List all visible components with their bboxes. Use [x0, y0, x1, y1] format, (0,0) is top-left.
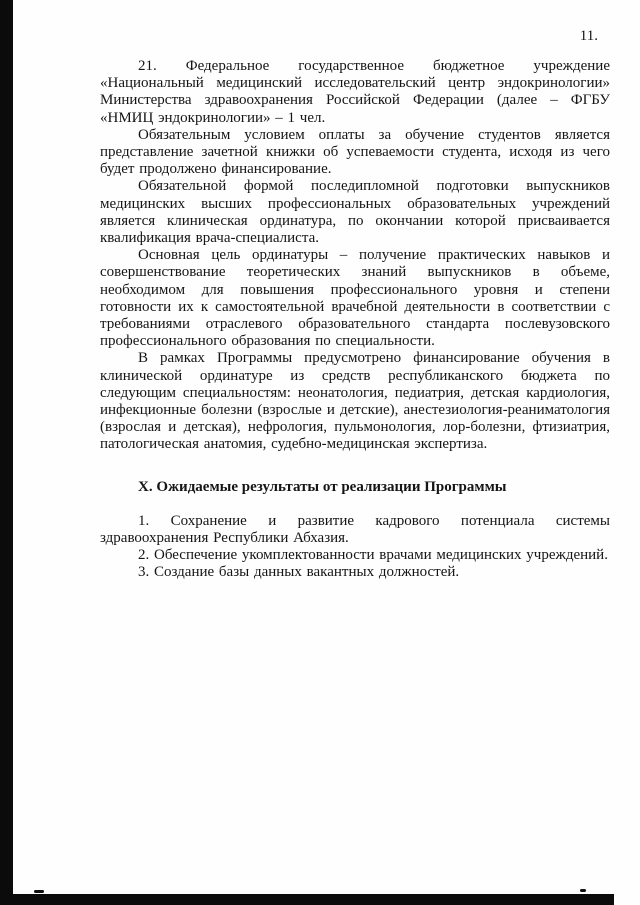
paragraph-payment-condition: Обязательным условием оплаты за обучение студентов является представление зачетной книжки об успеваемости студента, исходя из чего будет продолжено финансирование.: [100, 126, 610, 178]
scan-artifact-speck: [580, 889, 586, 892]
document-content: [0, 58, 640, 582]
list-item-2: 2. Обеспечение укомплектованности врачами медицинских учреждений.: [138, 547, 608, 564]
paragraph-residency-goal: Основная цель ординатуры – получение практических навыков и совершенствование теоретических знаний выпускников в объеме, необходимом для повышения профессионального уровня и степени готовности их к самостоятельной врачебной деятельности в соответствии с требованиями отраслевого образовательного стандарта послевузовского профессионального образования по специальности.: [100, 247, 610, 350]
paragraph-program-funding: В рамках Программы предусмотрено финансирование обучения в клинической ординатуре из средств республиканского бюджета по следующим специальностям: неонатология, педиатрия, детская кардиология, инфекционные болезни (взрослые и детские), анестезиология-реаниматология (взрослая и детская), нефрология, пульмонология, лор-болезни, фтизиатрия, патологическая анатомия, судебно-медицинская экспертиза.: [100, 350, 610, 453]
list-item-3: 3. Создание базы данных вакантных должностей.: [138, 564, 460, 581]
scan-artifact-left-bar: [0, 0, 13, 905]
paragraph-postgraduate-training: Обязательной формой последипломной подготовки выпускников медицинских высших профессиональных образовательных учреждений является клиническая ординатура, по окончании которой присваивается квалификация врача-специалиста.: [100, 178, 610, 247]
section-heading: X. Ожидаемые результаты от реализации Программы: [138, 478, 507, 495]
scan-artifact-bottom-bar: [0, 894, 614, 905]
list-item-1: 1. Сохранение и развитие кадрового потенциала системы здравоохранения Республики Абхазия.: [100, 512, 610, 547]
page-number: 11.: [579, 28, 598, 44]
scan-artifact-speck: [34, 890, 44, 893]
paragraph-item-21: 21. Федеральное государственное бюджетное учреждение «Национальный медицинский исследовательский центр эндокринологии» Министерства здравоохранения Российской Федерации (далее – ФГБУ «НМИЦ эндокринологии» – 1 чел.: [100, 58, 610, 126]
